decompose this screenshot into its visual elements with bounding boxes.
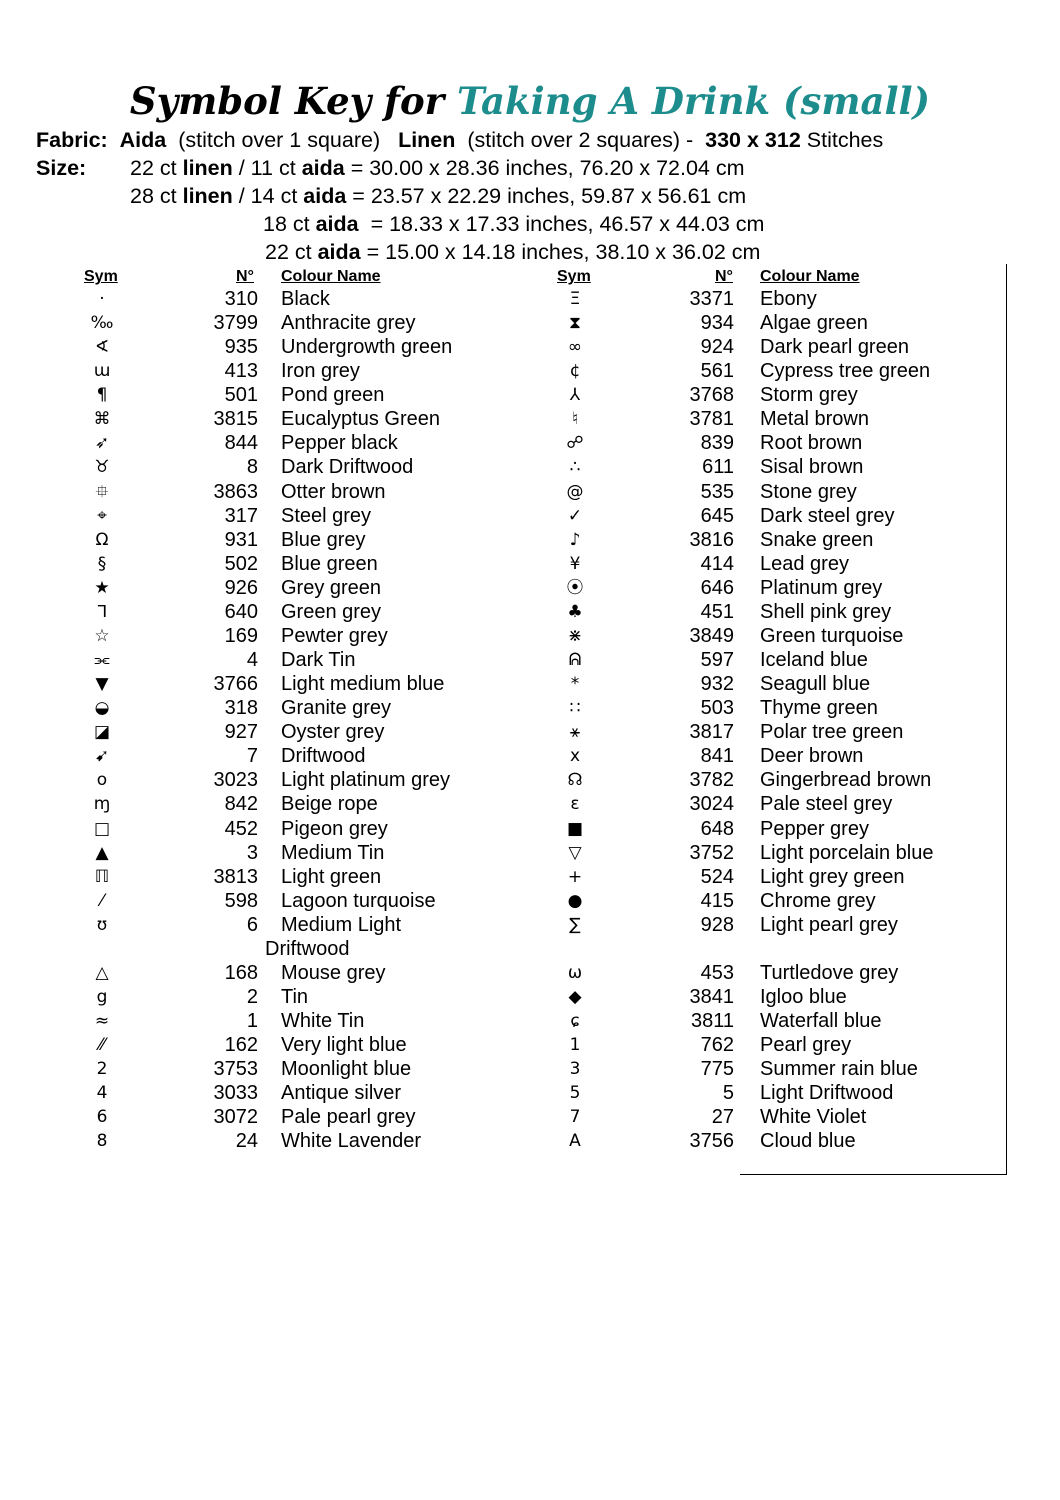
symbol: ☍ <box>566 433 584 454</box>
symbol: ¢ <box>569 361 581 382</box>
symbol: 2 <box>96 1059 108 1080</box>
thread-number: 317 <box>224 504 258 527</box>
symbol: Ω <box>95 529 109 550</box>
symbol-row <box>0 792 1060 816</box>
symbol: ➹ <box>94 746 110 767</box>
symbol: 8 <box>96 1131 108 1152</box>
symbol: ➶ <box>94 433 110 454</box>
symbol-row <box>0 1009 1060 1033</box>
title-prefix: Symbol Key for <box>129 79 445 123</box>
colour-name: Sisal brown <box>760 456 864 479</box>
symbol: ɛ <box>570 794 580 815</box>
thread-number: 3816 <box>689 528 734 551</box>
colour-name: Turtledove grey <box>760 961 899 984</box>
symbol: ⯐ <box>95 481 109 502</box>
thread-number: 3841 <box>689 986 734 1009</box>
colour-name: Grey green <box>281 576 382 599</box>
symbol: ɕ <box>570 1011 580 1032</box>
symbol: ◆ <box>568 987 582 1008</box>
symbol: ∴ <box>569 457 581 478</box>
symbol-row <box>0 504 1060 528</box>
colour-name: Medium Tin <box>281 841 385 864</box>
fabric-aida-note: (stitch over 1 square) <box>178 128 381 152</box>
symbol-row <box>0 528 1060 552</box>
symbol: ♮ <box>571 409 579 430</box>
colour-name: White Tin <box>281 1010 365 1033</box>
symbol: 7 <box>569 1107 581 1128</box>
colour-name: Cypress tree green <box>760 360 931 383</box>
thread-number: 3849 <box>689 624 734 647</box>
symbol: ★ <box>94 577 110 598</box>
symbol-row <box>0 1129 1060 1153</box>
symbol: ♉ <box>94 457 110 478</box>
size-part-d: aida <box>317 240 361 264</box>
symbol: ◒ <box>94 698 110 719</box>
colour-name: Snake green <box>760 528 874 551</box>
colour-name: Antique silver <box>281 1082 402 1105</box>
thread-number: 415 <box>700 889 734 912</box>
left-sym-header: Sym <box>84 268 118 285</box>
symbol: ⁄ <box>100 890 104 911</box>
symbol-row <box>0 335 1060 359</box>
symbol: Ξ <box>569 289 581 309</box>
thread-number: 841 <box>700 745 734 768</box>
colour-name: Green grey <box>281 600 382 623</box>
size-part-d: aida <box>303 184 347 208</box>
colour-name: Steel grey <box>281 504 372 527</box>
colour-name: Dark steel grey <box>760 504 895 527</box>
colour-name: Lead grey <box>760 552 849 575</box>
symbol-row <box>0 359 1060 383</box>
thread-number: 535 <box>700 480 734 503</box>
symbol-row <box>0 865 1060 889</box>
thread-number: 6 <box>246 913 258 936</box>
symbol: § <box>97 553 107 574</box>
thread-number: 842 <box>224 793 258 816</box>
symbol: · <box>99 289 105 309</box>
symbol-row <box>0 817 1060 841</box>
colour-name: Cloud blue <box>760 1130 856 1153</box>
colour-name: Moonlight blue <box>281 1058 412 1081</box>
colour-name: Green turquoise <box>760 624 904 647</box>
thread-number: 2 <box>246 986 258 1009</box>
symbol: ⚹ <box>569 722 581 743</box>
thread-number: 775 <box>700 1058 734 1081</box>
symbol-row <box>0 696 1060 720</box>
colour-name: Metal brown <box>760 408 869 431</box>
symbol: ≈ <box>94 1011 110 1032</box>
colour-name: Tin <box>281 986 309 1009</box>
thread-number: 611 <box>702 456 734 479</box>
thread-number: 3756 <box>689 1130 734 1153</box>
thread-number: 597 <box>700 649 734 672</box>
size-part-e: = 18.33 x 17.33 inches, 46.57 x 44.03 cm <box>358 212 765 236</box>
thread-number: 501 <box>224 384 258 407</box>
thread-number: 27 <box>711 1106 734 1129</box>
colour-name: White Violet <box>760 1106 867 1129</box>
colour-name: Light porcelain blue <box>760 841 934 864</box>
symbol: ∢ <box>94 337 110 358</box>
colour-name: Light green <box>281 865 382 888</box>
thread-number: 3799 <box>213 312 258 335</box>
colour-name: Dark pearl green <box>760 336 909 359</box>
colour-name: Driftwood <box>281 745 366 768</box>
fabric-linen: Linen <box>398 128 456 152</box>
thread-number: 7 <box>246 745 258 768</box>
colour-name: Pepper black <box>281 432 398 455</box>
symbol-row <box>0 648 1060 672</box>
size-label: Size: <box>36 156 87 180</box>
symbol: ☆ <box>94 625 110 646</box>
size-line <box>263 210 764 238</box>
size-line <box>130 154 745 182</box>
thread-number: 927 <box>224 721 258 744</box>
thread-number: 453 <box>700 961 734 984</box>
colour-name: Gingerbread brown <box>760 769 932 792</box>
colour-name: Oyster grey <box>281 721 385 744</box>
colour-name: Black <box>281 288 330 310</box>
thread-number: 451 <box>700 600 734 623</box>
thread-number: 413 <box>224 360 258 383</box>
colour-name: Waterfall blue <box>760 1010 882 1033</box>
colour-name: Pale pearl grey <box>281 1106 416 1129</box>
thread-number: 3813 <box>213 865 258 888</box>
symbol-row <box>0 720 1060 744</box>
thread-number: 934 <box>700 312 734 335</box>
size-part-d: aida <box>315 212 359 236</box>
symbol: A <box>569 1131 581 1152</box>
left-num-header: N° <box>236 268 254 285</box>
thread-number: 3781 <box>689 408 734 431</box>
symbol: ⦿ <box>566 577 584 598</box>
symbol: g <box>96 987 108 1008</box>
symbol: ⫘ <box>94 650 110 671</box>
colour-name: Light Driftwood <box>760 1082 894 1105</box>
thread-number: 318 <box>224 697 258 720</box>
size-line <box>130 182 746 210</box>
symbol: ▼ <box>95 674 109 695</box>
right-name-header: Colour Name <box>760 268 860 285</box>
thread-number: 648 <box>700 817 734 840</box>
colour-name: Granite grey <box>281 697 392 720</box>
fabric-aida: Aida <box>119 128 167 152</box>
colour-name: Anthracite grey <box>281 312 416 335</box>
thread-number: 3 <box>246 841 258 864</box>
symbol: 4 <box>96 1083 108 1104</box>
colour-name: Dark Tin <box>281 649 356 672</box>
symbol: 5 <box>569 1083 581 1104</box>
symbol: ⋇ <box>567 625 583 646</box>
colour-name: Pigeon grey <box>281 817 388 840</box>
left-name-header: Colour Name <box>281 268 381 285</box>
thread-number: 932 <box>700 673 734 696</box>
thread-number: 561 <box>700 360 734 383</box>
colour-name: Root brown <box>760 432 863 455</box>
symbol: ω <box>567 962 583 983</box>
thread-number: 3033 <box>213 1082 258 1105</box>
thread-number: 3782 <box>689 769 734 792</box>
size-part-b: linen <box>182 184 233 208</box>
symbol: □ <box>93 818 111 839</box>
thread-number: 4 <box>246 649 258 672</box>
symbol: ¶ <box>96 385 108 406</box>
size-part-d: aida <box>301 156 345 180</box>
symbol: ▲ <box>95 842 109 863</box>
symbol-row <box>0 383 1060 407</box>
colour-name: Iron grey <box>281 360 360 383</box>
thread-number: 3023 <box>213 769 258 792</box>
thread-number: 524 <box>700 865 734 888</box>
page-title <box>0 76 1060 126</box>
fabric-linen-note: (stitch over 2 squares) - <box>467 128 694 152</box>
colour-name: Undergrowth green <box>281 336 453 359</box>
symbol: ⁄⁄ <box>99 1035 105 1056</box>
symbol: ᒣ <box>96 601 108 622</box>
symbol: ℿ <box>94 866 110 887</box>
thread-number: 935 <box>224 336 258 359</box>
thread-number: 3766 <box>213 673 258 696</box>
thread-number: 162 <box>224 1034 258 1057</box>
right-sym-header: Sym <box>557 268 591 285</box>
symbol: 6 <box>96 1107 108 1128</box>
symbol-row <box>0 311 1060 335</box>
thread-number: 3817 <box>689 721 734 744</box>
symbol-row <box>0 1033 1060 1057</box>
thread-number: 926 <box>224 576 258 599</box>
colour-name: Pale steel grey <box>760 793 893 816</box>
symbol-row <box>0 841 1060 865</box>
size-part-c: / 14 ct <box>232 184 304 208</box>
colour-name: Igloo blue <box>760 986 847 1009</box>
colour-name: Lagoon turquoise <box>281 889 436 912</box>
size-part-b: linen <box>182 156 233 180</box>
thread-number: 1 <box>246 1010 258 1033</box>
symbol: ∑ <box>569 914 581 935</box>
symbol: @ <box>566 481 584 502</box>
thread-number: 645 <box>700 504 734 527</box>
colour-name-continued: Driftwood <box>265 937 350 960</box>
thread-number: 414 <box>700 552 734 575</box>
size-label-wrap <box>36 154 86 182</box>
symbol: ✓ <box>567 505 583 526</box>
fabric-line <box>36 126 883 154</box>
symbol: ♪ <box>569 529 581 550</box>
symbol: ● <box>567 890 583 911</box>
symbol-row <box>0 913 1060 937</box>
symbol-row <box>0 576 1060 600</box>
thread-number: 3768 <box>689 384 734 407</box>
colour-name: Shell pink grey <box>760 600 892 623</box>
thread-number: 169 <box>224 624 258 647</box>
colour-name: Thyme green <box>760 697 878 720</box>
thread-number: 928 <box>700 913 734 936</box>
thread-number: 3752 <box>689 841 734 864</box>
thread-number: 24 <box>235 1130 258 1153</box>
symbol: ☊ <box>567 770 583 791</box>
thread-number: 762 <box>700 1034 734 1057</box>
symbol-row <box>0 961 1060 985</box>
symbol: 1 <box>569 1035 581 1056</box>
symbol: ∷ <box>569 698 581 719</box>
thread-number: 3815 <box>213 408 258 431</box>
colour-name: Iceland blue <box>760 649 868 672</box>
thread-number: 640 <box>224 600 258 623</box>
size-part-e: = 30.00 x 28.36 inches, 76.20 x 72.04 cm <box>344 156 745 180</box>
symbol-row <box>0 407 1060 431</box>
pattern-name: Taking A Drink (small) <box>457 79 931 123</box>
size-part-e: = 15.00 x 14.18 inches, 38.10 x 36.02 cm <box>360 240 761 264</box>
symbol-row <box>0 768 1060 792</box>
symbol-row <box>0 1057 1060 1081</box>
symbol: ɯ <box>93 361 111 382</box>
symbol-row <box>0 480 1060 504</box>
symbol-row <box>0 552 1060 576</box>
right-num-header: N° <box>715 268 733 285</box>
thread-number: 3024 <box>689 793 734 816</box>
symbol: ᕱ <box>568 650 582 671</box>
symbol: △ <box>95 962 109 983</box>
colour-name: White Lavender <box>281 1130 422 1153</box>
size-line <box>265 238 760 266</box>
thread-number: 646 <box>700 576 734 599</box>
symbol-row <box>0 744 1060 768</box>
colour-name: Pewter grey <box>281 624 388 647</box>
size-part-a: 28 ct <box>130 184 183 208</box>
symbol: ¥ <box>569 553 581 574</box>
thread-number: 598 <box>224 889 258 912</box>
symbol: + <box>567 866 583 887</box>
colour-name: Ebony <box>760 288 817 310</box>
size-part-a: 22 ct <box>265 240 318 264</box>
symbol: ∞ <box>567 337 583 358</box>
stitches-label: Stitches <box>806 128 884 152</box>
colour-name: Blue grey <box>281 528 366 551</box>
symbol-row <box>0 600 1060 624</box>
colour-name: Polar tree green <box>760 721 904 744</box>
size-part-c: / 11 ct <box>232 156 302 180</box>
colour-name: Deer brown <box>760 745 864 768</box>
symbol: x <box>569 746 581 767</box>
colour-name: Dark Driftwood <box>281 456 414 479</box>
symbol: ʊ <box>96 914 108 935</box>
colour-name: Pepper grey <box>760 817 869 840</box>
size-part-a: 22 ct <box>130 156 183 180</box>
symbol: ⌘ <box>93 409 111 430</box>
symbol-row <box>0 889 1060 913</box>
symbol-row <box>0 1105 1060 1129</box>
thread-number: 844 <box>224 432 258 455</box>
colour-name: Pond green <box>281 384 385 407</box>
symbol: ‰ <box>90 313 114 334</box>
symbol-row-continuation <box>0 937 1060 961</box>
size-part-e: = 23.57 x 22.29 inches, 59.87 x 56.61 cm <box>346 184 747 208</box>
symbol-row <box>0 455 1060 479</box>
symbol-row <box>0 985 1060 1009</box>
colour-name: Blue green <box>281 552 378 575</box>
size-part-a: 18 ct <box>263 212 316 236</box>
symbol-row <box>0 431 1060 455</box>
thread-number: 3072 <box>213 1106 258 1129</box>
symbol: ⅄ <box>569 385 581 406</box>
colour-name: Beige rope <box>281 793 378 816</box>
thread-number: 3811 <box>690 1010 734 1033</box>
colour-name: Chrome grey <box>760 889 876 912</box>
symbol-row <box>0 1081 1060 1105</box>
fabric-label: Fabric: <box>36 128 108 152</box>
thread-number: 310 <box>224 288 258 310</box>
colour-name: Stone grey <box>760 480 857 503</box>
colour-name: Light pearl grey <box>760 913 898 936</box>
symbol: ♣ <box>567 601 583 622</box>
colour-name: Seagull blue <box>760 673 871 696</box>
thread-number: 3863 <box>213 480 258 503</box>
thread-number: 503 <box>700 697 734 720</box>
colour-name: Light grey green <box>760 865 905 888</box>
thread-number: 931 <box>224 528 258 551</box>
table-bottom-border <box>740 1174 1007 1175</box>
table-right-border <box>1006 264 1007 1174</box>
colour-name: Eucalyptus Green <box>281 408 440 431</box>
colour-name: Otter brown <box>281 480 386 503</box>
thread-number: 3753 <box>213 1058 258 1081</box>
symbol: ▽ <box>568 842 582 863</box>
thread-number: 5 <box>722 1082 734 1105</box>
thread-number: 452 <box>224 817 258 840</box>
symbol: o <box>96 770 108 791</box>
symbol: ɱ <box>93 794 111 815</box>
colour-name: Storm grey <box>760 384 858 407</box>
symbol: ⧗ <box>569 313 581 334</box>
colour-name: Summer rain blue <box>760 1058 918 1081</box>
symbol-row <box>0 287 1060 311</box>
thread-number: 8 <box>246 456 258 479</box>
colour-name: Medium Light <box>281 913 402 936</box>
symbol-row <box>0 672 1060 696</box>
symbol: ■ <box>566 818 584 839</box>
stitches-count: 330 x 312 <box>705 128 801 152</box>
symbol: ◪ <box>93 722 111 743</box>
colour-name: Mouse grey <box>281 961 386 984</box>
thread-number: 924 <box>700 336 734 359</box>
symbol: * <box>570 674 580 695</box>
thread-number: 168 <box>224 961 258 984</box>
symbol: 3 <box>569 1059 581 1080</box>
colour-name: Pearl grey <box>760 1034 852 1057</box>
symbol-row <box>0 624 1060 648</box>
thread-number: 839 <box>700 432 734 455</box>
colour-name: Algae green <box>760 312 868 335</box>
colour-name: Light medium blue <box>281 673 445 696</box>
colour-name: Light platinum grey <box>281 769 450 792</box>
thread-number: 3371 <box>689 288 734 310</box>
colour-name: Very light blue <box>281 1034 407 1057</box>
thread-number: 502 <box>224 552 258 575</box>
colour-name: Platinum grey <box>760 576 883 599</box>
symbol: ⌖ <box>97 505 107 526</box>
